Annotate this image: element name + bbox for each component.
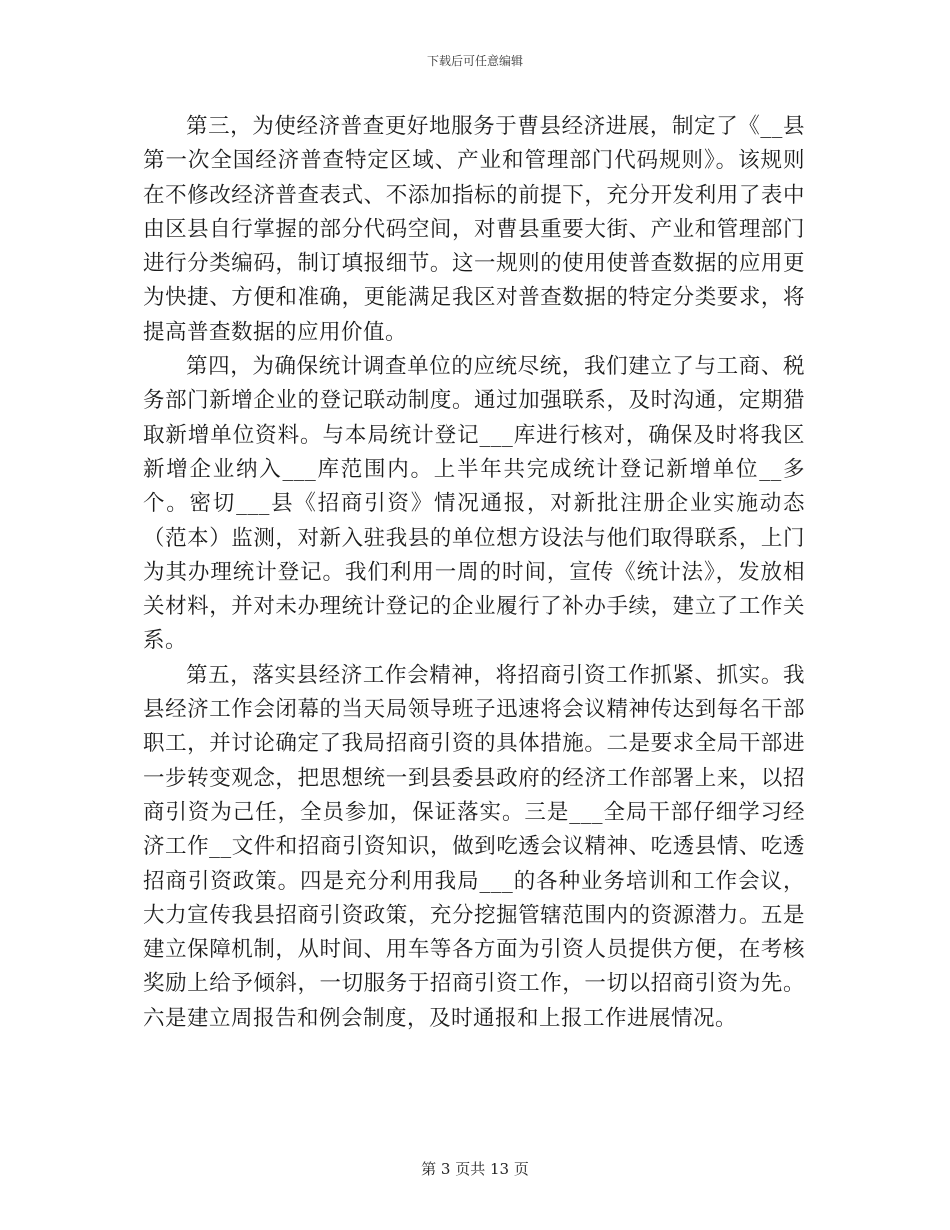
paragraph-fourth: 第四，为确保统计调查单位的应统尽统，我们建立了与工商、税务部门新增企业的登记联动制度。通过加强联系，及时沟通，定期猎取新增单位资料。与本局统计登记___库进行核对，确保及时将我区新增企业纳入___库范围内。上半年共完成统计登记新增单位__多个。密切___县《招商引资》情况通报，对新批注册企业实施动态（范本）监测，对新入驻我县的单位想方设法与他们取得联系，上门为其办理统计登记。我们利用一周的时间，宣传《统计法》，发放相关材料，并对未办理统计登记的企业履行了补办手续，建立了工作关系。 bbox=[143, 354, 805, 654]
page-number: 第 3 页共 13 页 bbox=[421, 1160, 529, 1178]
paragraph-fifth: 第五，落实县经济工作会精神，将招商引资工作抓紧、抓实。我县经济工作会闭幕的当天局领导班子迅速将会议精神传达到每名干部职工，并讨论确定了我局招商引资的具体措施。二是要求全局干部进一步转变观念，把思想统一到县委县政府的经济工作部署上来，以招商引资为己任，全员参加，保证落实。三是___全局干部仔细学习经济工作__文件和招商引资知识，做到吃透会议精神、吃透县情、吃透招商引资政策。四是充分利用我局___的各种业务培训和工作会议，大力宣传我县招商引资政策，充分挖掘管辖范围内的资源潜力。五是建立保障机制，从时间、用车等各方面为引资人员提供方便，在考核奖励上给予倾斜，一切服务于招商引资工作，一切以招商引资为先。六是建立周报告和例会制度，及时通报和上报工作进展情况。 bbox=[143, 662, 805, 1031]
document-body bbox=[143, 110, 805, 1036]
paragraph-third: 第三，为使经济普查更好地服务于曹县经济进展，制定了《__县第一次全国经济普查特定区域、产业和管理部门代码规则》。该规则在不修改经济普查表式、不添加指标的前提下，充分开发利用了表中由区县自行掌握的部分代码空间，对曹县重要大街、产业和管理部门进行分类编码，制订填报细节。这一规则的使用使普查数据的应用更为快捷、方便和准确，更能满足我区对普查数据的特定分类要求，将提高普查数据的应用价值。 bbox=[143, 114, 805, 345]
page-header-note: 下载后可任意编辑 bbox=[426, 54, 523, 68]
